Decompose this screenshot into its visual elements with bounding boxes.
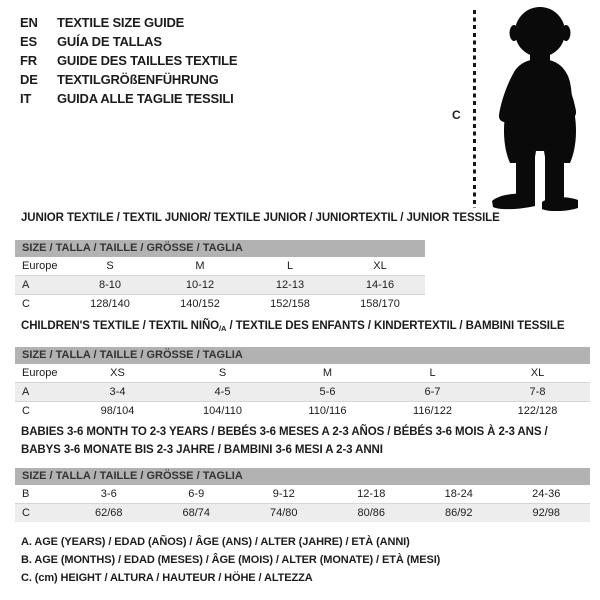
table-cell: 12-18 bbox=[357, 488, 386, 500]
row-label-cell: A bbox=[22, 279, 30, 291]
table-cell: 9-12 bbox=[272, 488, 295, 500]
table-cell: M bbox=[322, 367, 333, 379]
table-row bbox=[15, 276, 425, 295]
table-cell: 14-16 bbox=[365, 279, 395, 291]
row-label-cell: A bbox=[22, 386, 30, 398]
table-cell: XL bbox=[530, 367, 545, 379]
table-cell: 3-6 bbox=[100, 488, 117, 500]
table-cell: 10-12 bbox=[185, 279, 215, 291]
language-code: DE bbox=[20, 72, 38, 87]
table-cell: 8-10 bbox=[98, 279, 122, 291]
language-title-list bbox=[20, 13, 237, 108]
children-heading-subscript: /A bbox=[219, 324, 227, 333]
children-heading-main: CHILDREN'S TEXTILE / TEXTIL NIÑO bbox=[21, 320, 220, 332]
table-cell: 158/170 bbox=[360, 298, 400, 310]
row-label-cell: Europe bbox=[22, 367, 58, 379]
table-cell: 12-13 bbox=[275, 279, 305, 291]
language-title: GUIDE DES TAILLES TEXTILE bbox=[57, 53, 238, 68]
babies-section-heading-line1: BABIES 3-6 MONTH TO 2-3 YEARS / BEBÉS 3-6 MESES A 2-3 AÑOS / BÉBÉS 3-6 MOIS À 2-3 ANS / bbox=[21, 426, 548, 438]
junior-size-header-bar: SIZE / TALLA / TAILLE / GRÖSSE / TAGLIA bbox=[15, 240, 425, 257]
language-code: ES bbox=[20, 34, 37, 49]
language-code: FR bbox=[20, 53, 37, 68]
junior-section-heading: JUNIOR TEXTILE / TEXTIL JUNIOR/ TEXTILE JUNIOR / JUNIORTEXTIL / JUNIOR TESSILE bbox=[21, 212, 500, 224]
table-cell: 5-6 bbox=[319, 386, 336, 398]
babies-size-header-bar: SIZE / TALLA / TAILLE / GRÖSSE / TAGLIA bbox=[15, 468, 590, 485]
table-cell: M bbox=[195, 260, 205, 272]
table-cell: XL bbox=[373, 260, 387, 272]
table-cell: 116/122 bbox=[413, 405, 452, 417]
table-cell: 74/80 bbox=[269, 507, 298, 519]
language-row bbox=[20, 70, 237, 89]
table-row bbox=[15, 504, 590, 523]
table-cell: 152/158 bbox=[270, 298, 310, 310]
children-section-heading bbox=[21, 320, 564, 333]
language-title: GUÍA DE TALLAS bbox=[57, 34, 162, 49]
table-cell: XS bbox=[110, 367, 125, 379]
language-title: TEXTILE SIZE GUIDE bbox=[57, 15, 185, 30]
toddler-silhouette-icon bbox=[486, 5, 590, 211]
table-row bbox=[15, 257, 425, 276]
table-cell: 68/74 bbox=[182, 507, 211, 519]
language-code: IT bbox=[20, 91, 32, 106]
language-row bbox=[20, 89, 237, 108]
language-title: GUIDA ALLE TAGLIE TESSILI bbox=[57, 91, 234, 106]
row-label-cell: Europe bbox=[22, 260, 58, 272]
table-cell: 104/110 bbox=[203, 405, 242, 417]
table-cell: 80/86 bbox=[357, 507, 386, 519]
language-row bbox=[20, 51, 237, 70]
row-label-cell: B bbox=[22, 488, 30, 500]
table-cell: L bbox=[429, 367, 436, 379]
table-cell: 6-7 bbox=[424, 386, 441, 398]
height-measure-label: C bbox=[452, 108, 461, 122]
footnote-b: B. AGE (MONTHS) / EDAD (MESES) / ÂGE (MOIS) / ALTER (MONATE) / ETÀ (MESI) bbox=[21, 554, 441, 566]
table-cell: S bbox=[218, 367, 227, 379]
junior-size-table bbox=[15, 257, 425, 313]
language-title: TEXTILGRÖßENFÜHRUNG bbox=[57, 72, 219, 87]
table-cell: 6-9 bbox=[188, 488, 205, 500]
table-cell: 140/152 bbox=[180, 298, 220, 310]
height-measure-dashed-line bbox=[473, 10, 476, 208]
table-cell: 98/104 bbox=[100, 405, 135, 417]
children-size-table bbox=[15, 364, 590, 420]
table-cell: 122/128 bbox=[517, 405, 558, 417]
table-cell: 92/98 bbox=[532, 507, 561, 519]
table-cell: 110/116 bbox=[308, 405, 347, 417]
table-cell: 86/92 bbox=[444, 507, 473, 519]
children-size-header-bar: SIZE / TALLA / TAILLE / GRÖSSE / TAGLIA bbox=[15, 347, 590, 364]
table-row bbox=[15, 295, 425, 314]
table-cell: 24-36 bbox=[532, 488, 561, 500]
language-row bbox=[20, 32, 237, 51]
table-cell: L bbox=[286, 260, 294, 272]
language-row bbox=[20, 13, 237, 32]
table-row bbox=[15, 485, 590, 504]
table-cell: S bbox=[106, 260, 114, 272]
row-label-cell: C bbox=[22, 507, 30, 519]
language-code: EN bbox=[20, 15, 38, 30]
footnote-a: A. AGE (YEARS) / EDAD (AÑOS) / ÂGE (ANS) / ALTER (JAHRE) / ETÀ (ANNI) bbox=[21, 536, 410, 548]
babies-size-table bbox=[15, 485, 590, 522]
table-cell: 128/140 bbox=[90, 298, 130, 310]
table-row bbox=[15, 402, 590, 421]
table-cell: 62/68 bbox=[94, 507, 123, 519]
row-label-cell: C bbox=[22, 298, 30, 310]
babies-section-heading-line2: BABYS 3-6 MONATE BIS 2-3 JAHRE / BAMBINI 3-6 MESI A 2-3 ANNI bbox=[21, 444, 383, 456]
table-cell: 3-4 bbox=[109, 386, 126, 398]
table-row bbox=[15, 364, 590, 383]
footnote-c: C. (cm) HEIGHT / ALTURA / HAUTEUR / HÖHE / ALTEZZA bbox=[21, 572, 313, 584]
table-cell: 18-24 bbox=[444, 488, 473, 500]
children-heading-rest: / TEXTILE DES ENFANTS / KINDERTEXTIL / BAMBINI TESSILE bbox=[226, 320, 565, 332]
table-cell: 7-8 bbox=[529, 386, 546, 398]
table-cell: 4-5 bbox=[214, 386, 231, 398]
table-row bbox=[15, 383, 590, 402]
row-label-cell: C bbox=[22, 405, 30, 417]
